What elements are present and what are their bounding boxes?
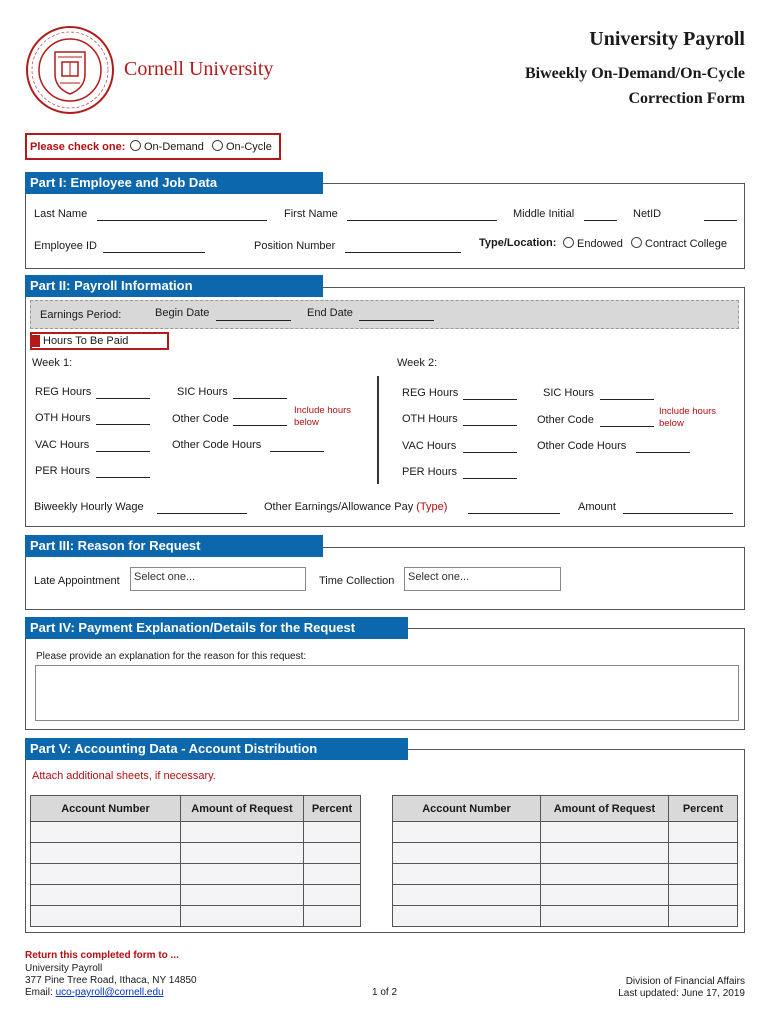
amount-label: Amount <box>578 501 616 513</box>
table-row <box>393 864 738 885</box>
table-row <box>393 843 738 864</box>
w1-oth-hours-field[interactable] <box>96 424 150 425</box>
col-account-number: Account Number <box>31 796 181 822</box>
explanation-prompt: Please provide an explanation for the reason for this request: <box>36 651 307 662</box>
table-row <box>31 906 361 927</box>
amount-cell[interactable] <box>541 822 669 843</box>
part5-header: Part V: Accounting Data - Account Distribution <box>25 738 408 760</box>
other-earnings-text: Other Earnings/Allowance Pay <box>264 501 414 513</box>
endowed-option[interactable] <box>563 237 623 250</box>
w2-reg-hours-label: REG Hours <box>402 387 459 399</box>
account-cell[interactable] <box>393 906 541 927</box>
w1-other-code-field[interactable] <box>233 425 287 426</box>
email-link[interactable]: uco-payroll@cornell.edu <box>55 987 164 998</box>
w2-other-code-field[interactable] <box>600 426 654 427</box>
begin-date-field[interactable] <box>216 320 291 321</box>
w1-include-hours-note-2: below <box>294 417 319 428</box>
week2-label: Week 2: <box>397 357 438 369</box>
table-row <box>31 885 361 906</box>
account-cell[interactable] <box>31 906 181 927</box>
footer-addr1: University Payroll <box>25 963 103 974</box>
begin-date-label: Begin Date <box>155 307 210 319</box>
account-cell[interactable] <box>393 843 541 864</box>
amount-cell[interactable] <box>541 843 669 864</box>
w1-include-hours-note: Include hours <box>294 405 352 416</box>
percent-cell[interactable] <box>304 843 361 864</box>
netid-field[interactable] <box>704 220 737 221</box>
on-cycle-option[interactable] <box>212 140 272 153</box>
table-row <box>31 843 361 864</box>
contract-college-option[interactable] <box>631 237 727 250</box>
table-row <box>31 864 361 885</box>
end-date-field[interactable] <box>359 320 434 321</box>
account-cell[interactable] <box>393 822 541 843</box>
w2-oth-hours-label: OTH Hours <box>402 413 458 425</box>
w1-reg-hours-label: REG Hours <box>35 386 92 398</box>
last-name-label: Last Name <box>34 208 88 220</box>
col-amount-of-request: Amount of Request <box>541 796 669 822</box>
percent-cell[interactable] <box>669 864 738 885</box>
w2-sic-hours-field[interactable] <box>600 399 654 400</box>
w1-vac-hours-label: VAC Hours <box>35 439 90 451</box>
account-cell[interactable] <box>393 885 541 906</box>
on-cycle-label: On-Cycle <box>226 141 272 153</box>
part5-note: Attach additional sheets, if necessary. <box>32 770 216 782</box>
endowed-label: Endowed <box>577 238 623 250</box>
w2-include-hours-note: Include hours <box>659 406 717 417</box>
hours-to-be-paid-label: Hours To Be Paid <box>43 335 129 347</box>
first-name-label: First Name <box>284 208 338 220</box>
percent-cell[interactable] <box>669 906 738 927</box>
w2-other-code-label: Other Code <box>537 414 594 426</box>
time-collection-select[interactable]: Select one... <box>404 567 561 591</box>
check-one-label: Please check one: <box>30 141 126 153</box>
biweekly-wage-label: Biweekly Hourly Wage <box>34 501 144 513</box>
part1-header: Part I: Employee and Job Data <box>25 172 323 194</box>
w1-other-code-hours-label: Other Code Hours <box>172 439 262 451</box>
w2-include-hours-note-2: below <box>659 418 684 429</box>
table-row <box>393 885 738 906</box>
amount-cell[interactable] <box>541 864 669 885</box>
position-number-label: Position Number <box>254 240 336 252</box>
table-row <box>393 822 738 843</box>
footer-updated: Last updated: June 17, 2019 <box>618 988 745 999</box>
w1-per-hours-label: PER Hours <box>35 465 91 477</box>
account-cell[interactable] <box>31 885 181 906</box>
radio-icon[interactable] <box>212 140 223 151</box>
email-label: Email: <box>25 987 53 998</box>
table-row <box>31 822 361 843</box>
account-cell[interactable] <box>393 864 541 885</box>
amount-cell[interactable] <box>181 843 304 864</box>
biweekly-wage-field[interactable] <box>157 513 247 514</box>
account-cell[interactable] <box>31 843 181 864</box>
late-appointment-select[interactable]: Select one... <box>130 567 306 591</box>
middle-initial-label: Middle Initial <box>513 208 575 220</box>
percent-cell[interactable] <box>669 822 738 843</box>
radio-icon[interactable] <box>563 237 574 248</box>
university-wordmark: Cornell University <box>124 58 274 80</box>
employee-id-label: Employee ID <box>34 240 97 252</box>
page-number: 1 of 2 <box>372 987 398 998</box>
earnings-period-label: Earnings Period: <box>40 309 122 321</box>
percent-cell[interactable] <box>304 885 361 906</box>
part4-header: Part IV: Payment Explanation/Details for the Request <box>25 617 408 639</box>
type-location-label: Type/Location: <box>479 237 557 249</box>
percent-cell[interactable] <box>304 864 361 885</box>
amount-cell[interactable] <box>541 885 669 906</box>
w2-sic-hours-label: SIC Hours <box>543 387 594 399</box>
end-date-label: End Date <box>307 307 353 319</box>
w2-vac-hours-label: VAC Hours <box>402 440 457 452</box>
week-divider <box>377 376 379 484</box>
hours-to-be-paid-marker-icon <box>32 335 40 347</box>
type-label: (Type) <box>416 501 448 513</box>
w2-oth-hours-field[interactable] <box>463 425 517 426</box>
col-account-number: Account Number <box>393 796 541 822</box>
part1-box <box>25 183 745 269</box>
amount-cell[interactable] <box>181 885 304 906</box>
amount-field[interactable] <box>623 513 733 514</box>
w2-per-hours-label: PER Hours <box>402 466 458 478</box>
percent-cell[interactable] <box>669 843 738 864</box>
earnings-period-row <box>30 300 739 329</box>
w1-sic-hours-field[interactable] <box>233 398 287 399</box>
percent-cell[interactable] <box>304 822 361 843</box>
w1-vac-hours-field[interactable] <box>96 451 150 452</box>
col-percent: Percent <box>669 796 738 822</box>
table-row <box>393 906 738 927</box>
w2-reg-hours-field[interactable] <box>463 399 517 400</box>
w1-per-hours-field[interactable] <box>96 477 150 478</box>
w1-other-code-label: Other Code <box>172 413 229 425</box>
netid-label: NetID <box>633 208 662 220</box>
account-table-right <box>392 795 738 927</box>
other-earnings-field[interactable] <box>468 513 560 514</box>
col-amount-of-request: Amount of Request <box>181 796 304 822</box>
w1-sic-hours-label: SIC Hours <box>177 386 228 398</box>
part3-header: Part III: Reason for Request <box>25 535 323 557</box>
explanation-textarea[interactable] <box>35 665 739 721</box>
w1-oth-hours-label: OTH Hours <box>35 412 91 424</box>
account-cell[interactable] <box>31 864 181 885</box>
on-demand-option[interactable] <box>130 140 204 153</box>
middle-initial-field[interactable] <box>584 220 617 221</box>
w2-other-code-hours-label: Other Code Hours <box>537 440 627 452</box>
footer-division: Division of Financial Affairs <box>625 976 745 987</box>
radio-icon[interactable] <box>631 237 642 248</box>
part2-header: Part II: Payroll Information <box>25 275 323 297</box>
amount-cell[interactable] <box>181 864 304 885</box>
percent-cell[interactable] <box>304 906 361 927</box>
other-earnings-label <box>264 501 447 513</box>
w2-other-code-hours-field[interactable] <box>636 452 690 453</box>
w2-per-hours-field[interactable] <box>463 478 517 479</box>
late-appointment-label: Late Appointment <box>34 575 120 587</box>
on-demand-label: On-Demand <box>144 141 204 153</box>
last-name-field[interactable] <box>97 220 267 221</box>
return-label: Return this completed form to ... <box>25 950 179 961</box>
footer-email <box>25 987 164 998</box>
form-title: University Payroll <box>589 28 745 50</box>
percent-cell[interactable] <box>669 885 738 906</box>
first-name-field[interactable] <box>347 220 497 221</box>
account-cell[interactable] <box>31 822 181 843</box>
account-table-left <box>30 795 361 927</box>
amount-cell[interactable] <box>181 906 304 927</box>
amount-cell[interactable] <box>181 822 304 843</box>
contract-college-label: Contract College <box>645 238 727 250</box>
cornell-seal-logo <box>25 25 115 115</box>
amount-cell[interactable] <box>541 906 669 927</box>
w2-vac-hours-field[interactable] <box>463 452 517 453</box>
time-collection-label: Time Collection <box>319 575 395 587</box>
week1-label: Week 1: <box>32 357 73 369</box>
form-subtitle-line1: Biweekly On-Demand/On-Cycle <box>525 65 745 82</box>
position-number-field[interactable] <box>345 252 461 253</box>
radio-icon[interactable] <box>130 140 141 151</box>
w1-other-code-hours-field[interactable] <box>270 451 324 452</box>
form-subtitle-line2: Correction Form <box>628 90 745 107</box>
footer-addr2: 377 Pine Tree Road, Ithaca, NY 14850 <box>25 975 197 986</box>
w1-reg-hours-field[interactable] <box>96 398 150 399</box>
col-percent: Percent <box>304 796 361 822</box>
employee-id-field[interactable] <box>103 252 205 253</box>
